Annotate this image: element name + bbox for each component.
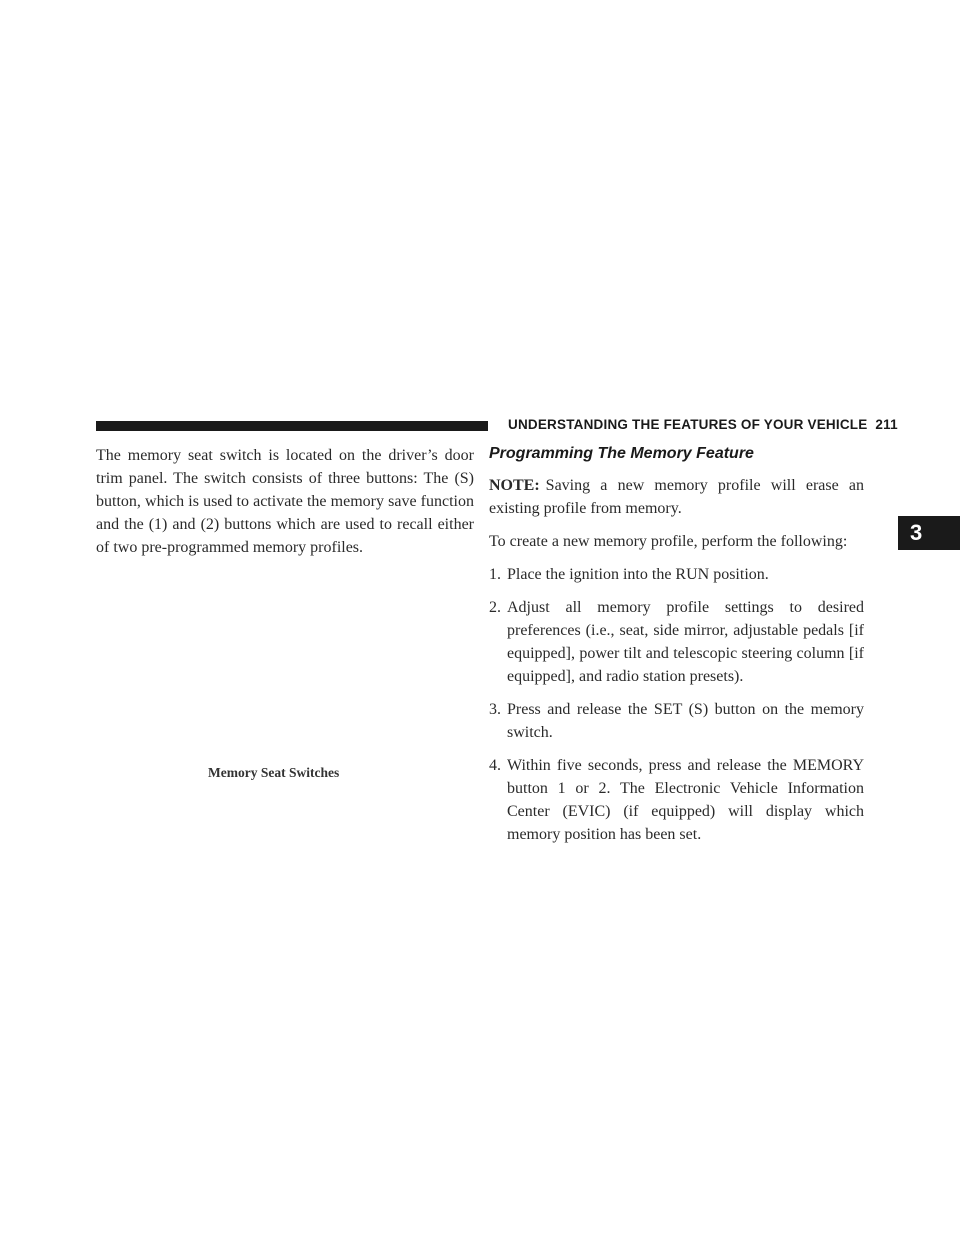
page-number: 211	[875, 417, 898, 432]
step-number: 4.	[489, 757, 501, 774]
chapter-title: UNDERSTANDING THE FEATURES OF YOUR VEHICLE	[508, 417, 868, 432]
section-heading: Programming The Memory Feature	[489, 445, 754, 462]
note-text: Saving a new memory profile will erase an existing profile from memory.	[489, 477, 864, 517]
figure-caption: Memory Seat Switches	[208, 765, 340, 780]
right-column	[489, 444, 864, 856]
note-paragraph	[489, 474, 864, 520]
step-text: Press and release the SET (S) button on the memory switch.	[507, 701, 864, 741]
steps-list	[489, 563, 864, 846]
list-item	[489, 698, 864, 744]
list-item	[489, 596, 864, 688]
step-number: 3.	[489, 701, 501, 718]
left-column	[96, 444, 474, 559]
step-text: Place the ignition into the RUN position.	[507, 566, 769, 583]
list-item	[489, 563, 864, 586]
intro-paragraph: The memory seat switch is located on the driver’s door trim panel. The switch consists of three buttons: The (S) button, which is used to activate the memory save function and the (1) and (2) buttons which are used to recall either of two pre-programmed memory profiles.	[96, 447, 474, 556]
list-item	[489, 754, 864, 846]
step-number: 2.	[489, 599, 501, 616]
running-header	[508, 417, 898, 432]
note-label: NOTE:	[489, 477, 540, 494]
steps-intro: To create a new memory profile, perform the following:	[489, 533, 848, 550]
chapter-tab: 3	[898, 516, 960, 550]
header-rule	[96, 421, 488, 431]
step-text: Within five seconds, press and release the MEMORY button 1 or 2. The Electronic Vehicle Information Center (EVIC) (if equipped) will display which memory position has been set.	[507, 757, 864, 843]
step-number: 1.	[489, 566, 501, 583]
step-text: Adjust all memory profile settings to desired preferences (i.e., seat, side mirror, adjustable pedals [if equipped], power tilt and telescopic steering column [if equipped], and radio station presets).	[507, 599, 864, 685]
